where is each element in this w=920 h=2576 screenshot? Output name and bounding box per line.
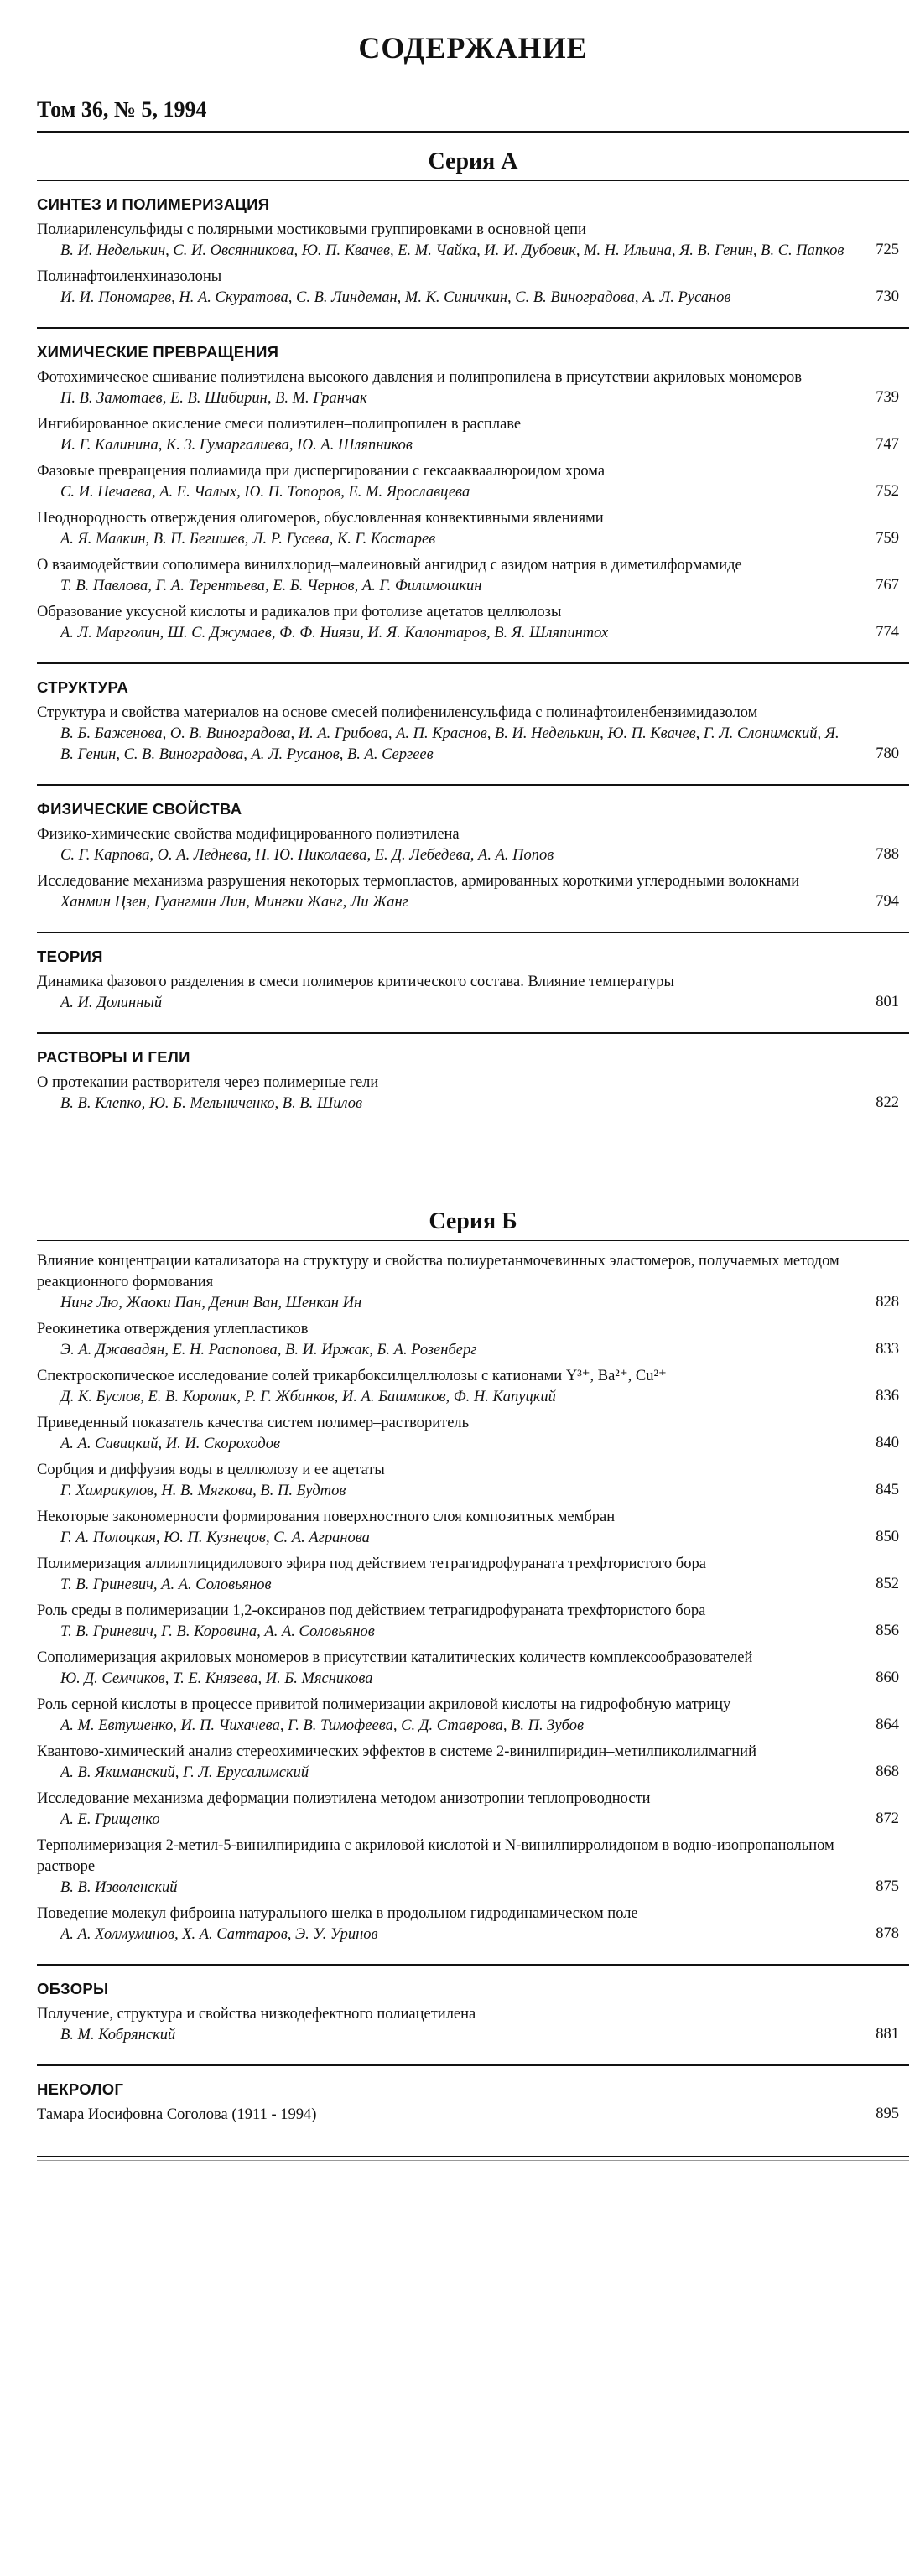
contents-page [37, 0, 909, 2161]
entry-authors: Т. В. Гриневич, Г. В. Коровина, А. А. Соловьянов [60, 1623, 375, 1640]
entry-authors: Г. А. Полоцкая, Ю. П. Кузнецов, С. А. Агранова [60, 1530, 370, 1546]
toc-section [37, 1034, 909, 1133]
entry-title: Исследование механизма деформации полиэтилена методом анизотропии теплопроводности [37, 1790, 651, 1807]
entry-authors: А. В. Якиманский, Г. Л. Ерусалимский [60, 1764, 309, 1781]
entry-authors: А. А. Холмуминов, Х. А. Саттаров, Э. У. Уринов [60, 1926, 378, 1943]
entry-authors: В. В. Клепко, Ю. Б. Мельниченко, В. В. Шилов [60, 1095, 363, 1112]
entry-page-number: 822 [876, 1094, 899, 1111]
toc-entry[interactable] [37, 1251, 909, 1314]
entry-page-number: 752 [876, 483, 899, 500]
entry-title: Ингибированное окисление смеси полиэтилен–полипропилен в расплаве [37, 416, 522, 433]
entry-title: Поведение молекул фиброина натурального шелка в продольном гидродинамическом поле [37, 1905, 638, 1922]
entry-title: Фазовые превращения полиамида при диспергировании с гексаакваалюроидом хрома [37, 463, 606, 480]
toc-entry[interactable] [37, 1507, 909, 1549]
entry-page-number: 780 [876, 745, 899, 762]
entry-title: Роль среды в полимеризации 1,2-оксиранов под действием тетрагидрофураната трехфтористого бора [37, 1602, 706, 1619]
toc-entry[interactable] [37, 555, 909, 597]
entry-title: Влияние концентрации катализатора на структуру и свойства полиуретанмочевинных эластомеров, получаемых методом реакционного формования [37, 1253, 839, 1291]
section-heading: ХИМИЧЕСКИЕ ПРЕВРАЩЕНИЯ [37, 343, 279, 361]
toc-entry[interactable] [37, 461, 909, 503]
entry-page-number: 881 [876, 2026, 899, 2043]
toc-entry[interactable] [37, 1648, 909, 1690]
toc-entry[interactable] [37, 1695, 909, 1737]
entry-authors: С. И. Нечаева, А. Е. Чалых, Ю. П. Топоров, Е. М. Ярославцева [60, 484, 470, 501]
toc-entry[interactable] [37, 1072, 909, 1114]
entry-title: Роль серной кислоты в процессе привитой полимеризации акриловой кислоты на гидрофобную матрицу [37, 1696, 731, 1713]
entry-title: Полимеризация аллилглицидилового эфира под действием тетрагидрофураната трехфтористого бора [37, 1555, 706, 1572]
series-b-title: Серия Б [429, 1208, 517, 1234]
toc-entry[interactable] [37, 2004, 909, 2046]
entry-title: Полинафтоиленхиназолоны [37, 268, 222, 285]
entry-title: Терполимеризация 2-метил-5-винилпиридина с акриловой кислотой и N-винилпирролидоном в водно-изопропанольном растворе [37, 1837, 834, 1875]
entry-page-number: 845 [876, 1482, 899, 1498]
entry-title: Динамика фазового разделения в смеси полимеров критического состава. Влияние температуры [37, 974, 674, 990]
toc-entry[interactable] [37, 1601, 909, 1643]
entry-authors: А. Е. Грищенко [60, 1811, 160, 1828]
entry-page-number: 850 [876, 1529, 899, 1545]
entry-page-number: 836 [876, 1388, 899, 1405]
entry-authors: Т. В. Гриневич, А. А. Соловьянов [60, 1576, 272, 1593]
entry-page-number: 730 [876, 288, 899, 305]
toc-section [37, 933, 909, 1034]
entry-title: О протекании растворителя через полимерные гели [37, 1074, 379, 1091]
entry-title: Квантово-химический анализ стереохимических эффектов в системе 2-винилпиридин–метилпиколилмагний [37, 1743, 756, 1760]
page-title: СОДЕРЖАНИЕ [358, 31, 588, 65]
entry-authors: Ханмин Цзен, Гуангмин Лин, Мингки Жанг, Ли Жанг [60, 894, 408, 911]
toc-entry[interactable] [37, 1366, 909, 1408]
toc-entry[interactable] [37, 414, 909, 456]
toc-entry[interactable] [37, 1554, 909, 1596]
entry-authors: А. Я. Малкин, В. П. Бегишев, Л. Р. Гусева, К. Г. Костарев [60, 531, 436, 548]
entry-page-number: 864 [876, 1716, 899, 1733]
entry-authors: В. Б. Баженова, О. В. Виноградова, И. А. Грибова, А. П. Краснов, В. И. Неделькин, Ю. П. Квачев, Г. Л. Слонимский, Я. В. Генин, С. В. Виноградова, А. Л. Русанов, В. А. Сергеев [60, 725, 839, 763]
toc-section [37, 329, 909, 664]
series-a [37, 143, 909, 1133]
entry-authors: Т. В. Павлова, Г. А. Терентьева, Е. Б. Чернов, А. Г. Филимошкин [60, 578, 482, 595]
toc-entry[interactable] [37, 1413, 909, 1455]
series-b-sections [37, 1241, 909, 2144]
series-b [37, 1185, 909, 2144]
entry-page-number: 774 [876, 624, 899, 641]
entry-page-number: 794 [876, 893, 899, 910]
entry-page-number: 856 [876, 1623, 899, 1639]
entry-page-number: 739 [876, 389, 899, 406]
entry-title: Сорбция и диффузия воды в целлюлозу и ее ацетаты [37, 1462, 385, 1478]
toc-entry[interactable] [37, 1789, 909, 1831]
entry-title: Сополимеризация акриловых мономеров в присутствии каталитических количеств комплексообразователей [37, 1649, 753, 1666]
entry-authors: С. Г. Карпова, О. А. Леднева, Н. Ю. Николаева, Е. Д. Лебедева, А. А. Попов [60, 847, 554, 864]
entry-title: Тамара Иосифовна Соголова (1911 - 1994) [37, 2106, 317, 2123]
entry-authors: В. М. Кобрянский [60, 2027, 176, 2044]
toc-section [37, 2066, 909, 2144]
entry-page-number: 828 [876, 1294, 899, 1311]
entry-page-number: 747 [876, 436, 899, 453]
entry-page-number: 878 [876, 1925, 899, 1942]
toc-entry[interactable] [37, 1460, 909, 1502]
entry-title: Фотохимическое сшивание полиэтилена высокого давления и полипропилена в присутствии акриловых мономеров [37, 369, 802, 386]
entry-page-number: 840 [876, 1435, 899, 1452]
entry-authors: И. Г. Калинина, К. З. Гумаргалиева, Ю. А. Шляпников [60, 437, 413, 454]
entry-authors: А. И. Долинный [60, 995, 163, 1011]
section-heading: СТРУКТУРА [37, 678, 129, 696]
entry-page-number: 767 [876, 577, 899, 594]
entry-page-number: 860 [876, 1670, 899, 1686]
section-heading: СИНТЕЗ И ПОЛИМЕРИЗАЦИЯ [37, 195, 270, 213]
entry-page-number: 801 [876, 994, 899, 1010]
bottom-rule [37, 2156, 909, 2157]
toc-entry[interactable] [37, 508, 909, 550]
entry-authors: А. М. Евтушенко, И. П. Чихачева, Г. В. Тимофеева, С. Д. Ставрова, В. П. Зубов [60, 1717, 584, 1734]
entry-page-number: 875 [876, 1878, 899, 1895]
toc-entry[interactable] [37, 972, 909, 1014]
toc-entry[interactable] [37, 2105, 909, 2126]
entry-page-number: 852 [876, 1576, 899, 1592]
entry-authors: Д. К. Буслов, Е. В. Королик, Р. Г. Жбанков, И. А. Башмаков, Ф. Н. Капуцкий [60, 1389, 556, 1405]
entry-page-number: 868 [876, 1763, 899, 1780]
entry-page-number: 759 [876, 530, 899, 547]
toc-section [37, 664, 909, 786]
entry-authors: Ю. Д. Семчиков, Т. Е. Князева, И. Б. Мясникова [60, 1670, 373, 1687]
entry-title: Полиариленсульфиды с полярными мостиковыми группировками в основной цепи [37, 221, 586, 238]
series-a-sections [37, 181, 909, 1133]
toc-entry[interactable] [37, 703, 909, 766]
entry-page-number: 872 [876, 1810, 899, 1827]
toc-section [37, 181, 909, 329]
entry-title: Неоднородность отверждения олигомеров, обусловленная конвективными явлениями [37, 510, 604, 527]
section-heading: РАСТВОРЫ И ГЕЛИ [37, 1048, 190, 1066]
toc-entry[interactable] [37, 367, 909, 409]
toc-section [37, 786, 909, 933]
section-heading: ТЕОРИЯ [37, 948, 103, 965]
entry-authors: В. В. Изволенский [60, 1879, 178, 1896]
section-heading: ОБЗОРЫ [37, 1980, 109, 1997]
section-heading: ФИЗИЧЕСКИЕ СВОЙСТВА [37, 800, 242, 818]
entry-title: Получение, структура и свойства низкодефектного полиацетилена [37, 2006, 476, 2023]
toc-entry[interactable] [37, 871, 909, 913]
entry-title: Приведенный показатель качества систем полимер–растворитель [37, 1415, 470, 1431]
toc-entry[interactable] [37, 602, 909, 644]
entry-page-number: 788 [876, 846, 899, 863]
header-rule [37, 131, 909, 133]
entry-authors: Нинг Лю, Жаоки Пан, Денин Ван, Шенкан Ин [60, 1295, 362, 1311]
entry-authors: Э. А. Джавадян, Е. Н. Распопова, В. И. Иржак, Б. А. Розенберг [60, 1342, 477, 1358]
toc-section [37, 1241, 909, 1966]
entry-title: Образование уксусной кислоты и радикалов при фотолизе ацетатов целлюлозы [37, 604, 562, 621]
entry-title: Исследование механизма разрушения некоторых термопластов, армированных короткими углеродными волокнами [37, 873, 800, 890]
entry-authors: А. А. Савицкий, И. И. Скороходов [60, 1436, 281, 1452]
entry-authors: А. Л. Марголин, Ш. С. Джумаев, Ф. Ф. Ниязи, И. Я. Калонтаров, В. Я. Шляпинтох [60, 625, 609, 641]
series-gap [37, 1133, 909, 1185]
series-a-title: Серия А [428, 148, 518, 174]
toc-entry[interactable] [37, 267, 909, 309]
toc-entry[interactable] [37, 1319, 909, 1361]
toc-entry[interactable] [37, 1742, 909, 1784]
entry-title: Структура и свойства материалов на основе смесей полифениленсульфида с полинафтоиленбензимидазолом [37, 704, 758, 721]
entry-authors: В. И. Неделькин, С. И. Овсянникова, Ю. П. Квачев, Е. М. Чайка, И. И. Дубовик, М. Н. Ильина, Я. В. Генин, В. С. Папков [60, 242, 845, 259]
toc-entry[interactable] [37, 1903, 909, 1945]
toc-section [37, 1966, 909, 2066]
toc-entry[interactable] [37, 220, 909, 262]
entry-title: Спектроскопическое исследование солей трикарбоксилцеллюлозы с катионами Y³⁺, Ba²⁺, Cu²⁺ [37, 1368, 667, 1384]
section-heading: НЕКРОЛОГ [37, 2080, 124, 2098]
entry-authors: И. И. Пономарев, Н. А. Скуратова, С. В. Линдеман, М. К. Синичкин, С. В. Виноградова, А. Л. Русанов [60, 289, 731, 306]
entry-authors: П. В. Замотаев, Е. В. Шибирин, В. М. Гранчак [60, 390, 367, 407]
entry-title: Реокинетика отверждения углепластиков [37, 1321, 309, 1337]
entry-page-number: 833 [876, 1341, 899, 1358]
entry-page-number: 725 [876, 242, 899, 258]
entry-title: О взаимодействии сополимера винилхлорид–малеиновый ангидрид с азидом натрия в диметилформамиде [37, 557, 742, 574]
toc-entry[interactable] [37, 1836, 909, 1898]
bottom-rule-secondary [37, 2160, 909, 2161]
toc-entry[interactable] [37, 824, 909, 866]
entry-page-number: 895 [876, 2106, 899, 2122]
entry-title: Физико-химические свойства модифицированного полиэтилена [37, 826, 460, 843]
volume-info: Том 36, № 5, 1994 [37, 97, 207, 122]
entry-title: Некоторые закономерности формирования поверхностного слоя композитных мембран [37, 1509, 616, 1525]
entry-authors: Г. Хамракулов, Н. В. Мягкова, В. П. Будтов [60, 1483, 346, 1499]
